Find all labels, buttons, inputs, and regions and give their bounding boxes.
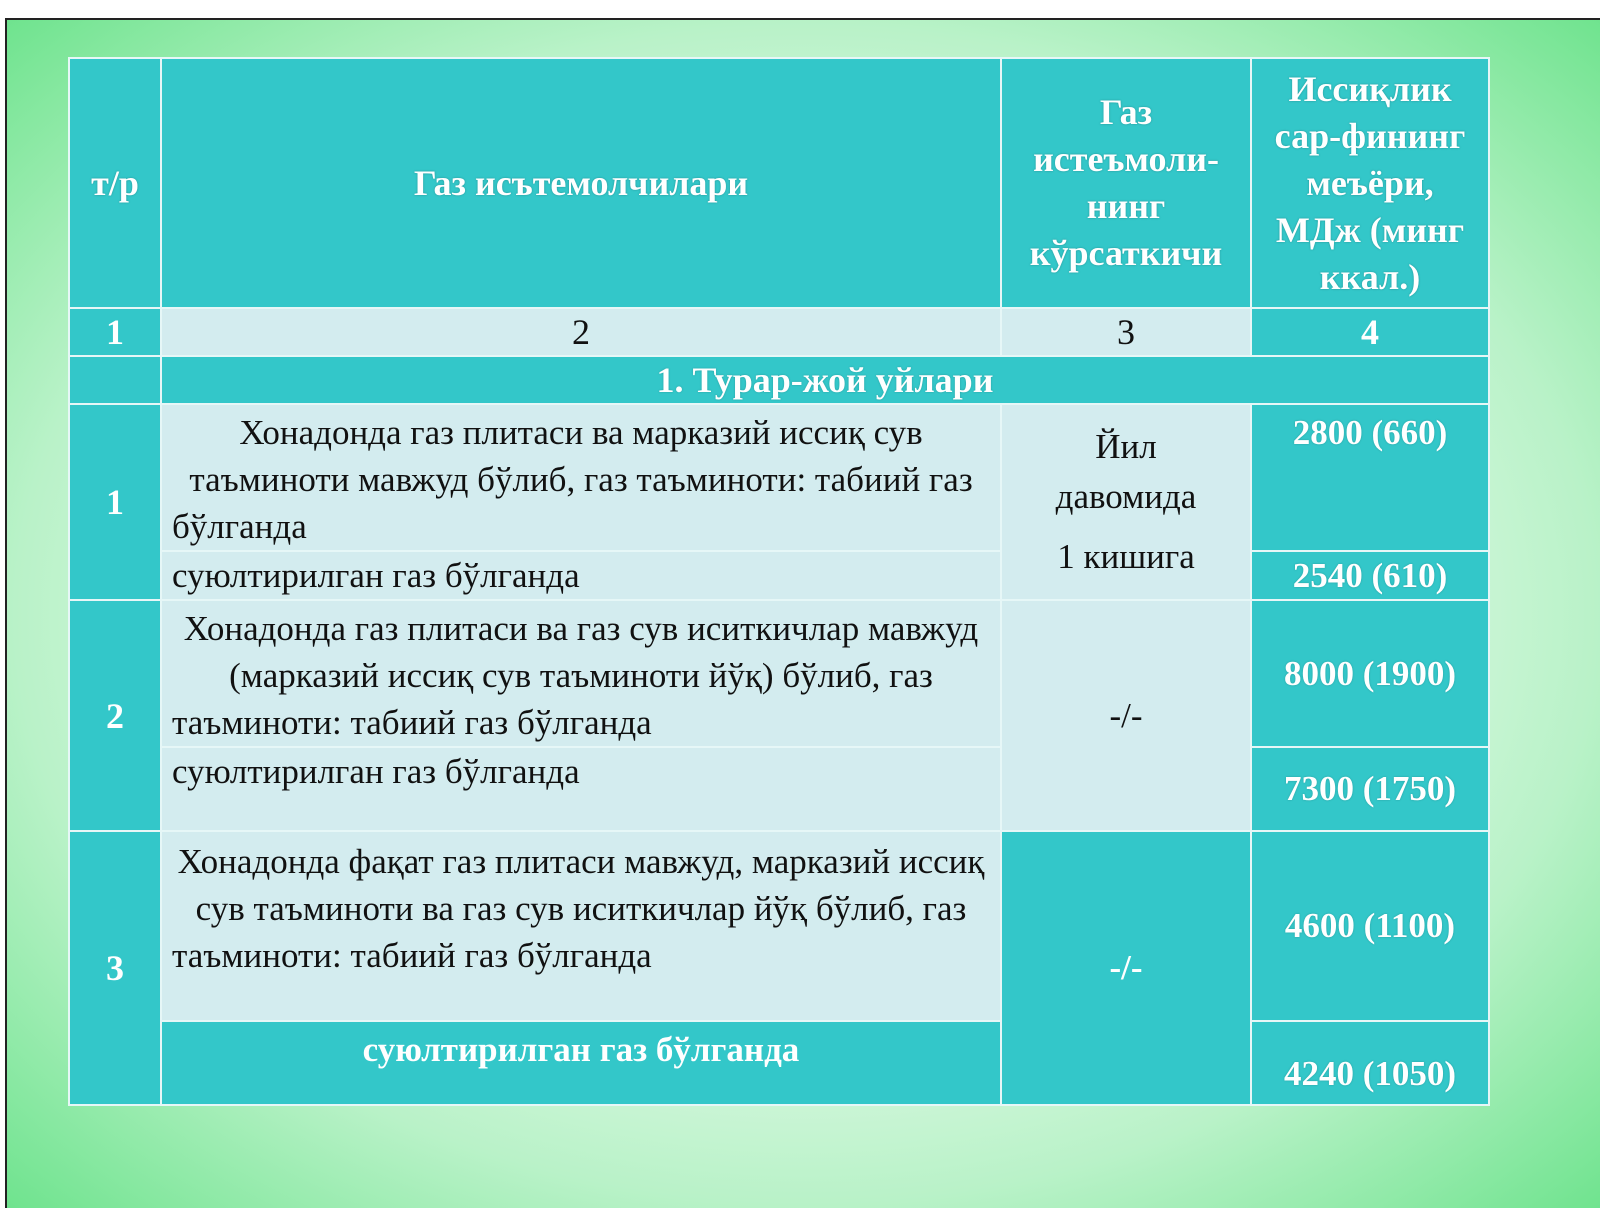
row-description: Хонадонда газ плитаси ва марказий иссиқ сув таъминоти мавжуд бўлиб, газ таъминоти: табиий газ бўлганда <box>161 404 1001 551</box>
row-value: 4240 (1050) <box>1251 1021 1489 1105</box>
column-number: 1 <box>69 308 161 356</box>
header-indicator-line: нинг <box>1086 186 1166 226</box>
row-indicator-line: 1 кишига <box>1057 537 1195 576</box>
row-indicator: -/- <box>1001 831 1251 1105</box>
row-indicator <box>1001 404 1251 600</box>
header-no: т/р <box>69 58 161 308</box>
row-description-liquefied: суюлтирилган газ бўлганда <box>161 551 1001 600</box>
table-row <box>69 831 1489 1021</box>
header-indicator-line: истеъмоли- <box>1033 139 1219 179</box>
table-row <box>69 600 1489 747</box>
row-description: Хонадонда фақат газ плитаси мавжуд, марказий иссиқ сув таъминоти ва газ сув иситкичлар йўқ бўлиб, газ таъминоти: табиий газ бўлганда <box>161 831 1001 1021</box>
row-description-liquefied: суюлтирилган газ бўлганда <box>161 1021 1001 1105</box>
header-norm-line: МДж (минг <box>1275 209 1465 250</box>
row-number: 2 <box>69 600 161 831</box>
row-description-liquefied: суюлтирилган газ бўлганда <box>161 747 1001 831</box>
row-number: 3 <box>69 831 161 1105</box>
row-indicator-line: давомида <box>1055 477 1197 516</box>
header-norm-line: меъёри, <box>1306 162 1434 203</box>
column-number-row <box>69 308 1489 356</box>
header-norm-line: сар-фининг <box>1274 115 1466 156</box>
row-indicator-line: Йил <box>1095 427 1157 466</box>
row-description: Хонадонда газ плитаси ва газ сув иситкичлар мавжуд (марказий иссиқ сув таъминоти йўқ) бўлиб, газ таъминоти: табиий газ бўлганда <box>161 600 1001 747</box>
row-value: 7300 (1750) <box>1251 747 1489 831</box>
table-row-sub <box>69 747 1489 831</box>
header-norm-line: ккал.) <box>1319 256 1421 297</box>
column-number: 3 <box>1001 308 1251 356</box>
row-value: 2540 (610) <box>1251 551 1489 600</box>
row-number: 1 <box>69 404 161 600</box>
header-norm <box>1251 58 1489 308</box>
row-indicator: -/- <box>1001 600 1251 831</box>
row-value: 4600 (1100) <box>1251 831 1489 1021</box>
column-number: 2 <box>161 308 1001 356</box>
section-empty-cell <box>69 356 161 404</box>
section-row <box>69 356 1489 404</box>
gas-norms-table <box>68 57 1490 1106</box>
row-value: 8000 (1900) <box>1251 600 1489 747</box>
header-consumers: Газ исътемолчилари <box>161 58 1001 308</box>
table-row <box>69 404 1489 551</box>
header-indicator <box>1001 58 1251 308</box>
column-number: 4 <box>1251 308 1489 356</box>
table-row-sub <box>69 551 1489 600</box>
header-indicator-line: кўрсаткичи <box>1029 233 1223 273</box>
header-indicator-line: Газ <box>1099 92 1153 132</box>
header-norm-line: Иссиқлик <box>1288 68 1452 109</box>
table-row-sub <box>69 1021 1489 1105</box>
header-row <box>69 58 1489 308</box>
section-title: 1. Турар-жой уйлари <box>161 356 1489 404</box>
row-value: 2800 (660) <box>1251 404 1489 551</box>
